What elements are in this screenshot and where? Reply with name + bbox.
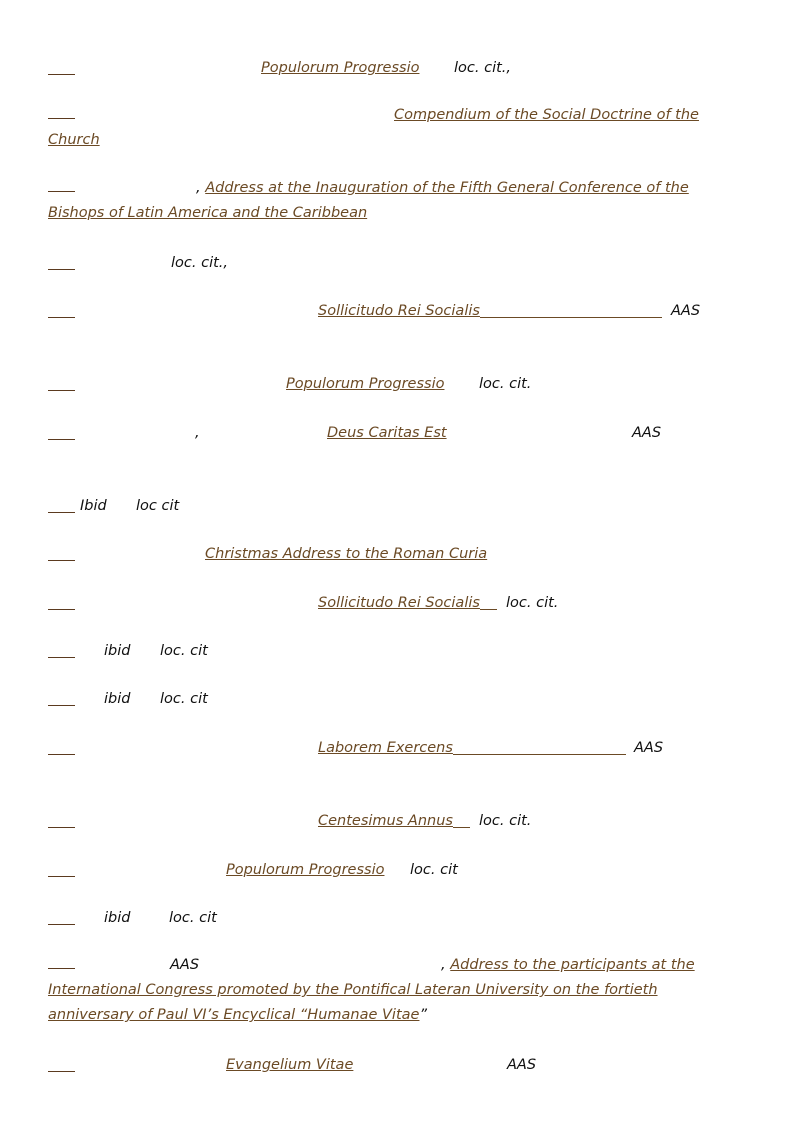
- citation-text: loc. cit: [160, 643, 208, 659]
- citation-text: AAS: [671, 303, 701, 319]
- footnote-marker: [48, 596, 75, 610]
- underline-rule: [480, 304, 662, 318]
- footnote-marker: [48, 105, 75, 119]
- document-link[interactable]: Laborem Exercens: [318, 740, 453, 756]
- underline-rule: [453, 814, 470, 828]
- document-link[interactable]: Sollicitudo Rei Socialis: [318, 303, 480, 319]
- document-link[interactable]: Christmas Address to the Roman Curia: [205, 546, 488, 562]
- citation-text: AAS: [632, 425, 662, 441]
- citation-text: ”: [419, 1007, 427, 1023]
- footnote-marker: [48, 178, 75, 192]
- footnote-marker: [48, 814, 75, 828]
- citation-text: loc. cit.,: [454, 60, 511, 76]
- footnote-3: [48, 176, 744, 226]
- citation-text: ,: [195, 425, 200, 441]
- footnote-marker: [48, 61, 75, 75]
- footnote-17: [48, 953, 744, 1028]
- document-link[interactable]: Populorum Progressio: [226, 862, 385, 878]
- citation-text: loc. cit.: [479, 813, 532, 829]
- document-link[interactable]: Address at the Inauguration of the Fifth General Conference of the Bishops of Latin America and the Caribbean: [48, 180, 689, 221]
- citation-text: loc. cit.: [479, 376, 532, 392]
- footnote-marker: [48, 741, 75, 755]
- underline-rule: [453, 741, 626, 755]
- footnote-marker: [48, 547, 75, 561]
- footnote-marker: [48, 911, 75, 925]
- citation-text: ibid: [104, 691, 131, 707]
- citation-text: loc. cit: [160, 691, 208, 707]
- citation-text: loc. cit: [169, 910, 217, 926]
- document-link[interactable]: Deus Caritas Est: [327, 425, 447, 441]
- citation-text: AAS: [170, 957, 200, 973]
- citation-text: ibid: [104, 643, 131, 659]
- citation-text: loc cit: [136, 498, 180, 514]
- citation-text: Ibid: [80, 498, 107, 514]
- footnote-marker: [48, 863, 75, 877]
- document-link[interactable]: Centesimus Annus: [318, 813, 453, 829]
- footnote-marker: [48, 426, 75, 440]
- footnote-2: [48, 103, 744, 153]
- citation-text: ,: [441, 957, 446, 973]
- footnote-marker: [48, 692, 75, 706]
- document-link[interactable]: Populorum Progressio: [286, 376, 445, 392]
- footnote-marker: [48, 256, 75, 270]
- footnote-marker: [48, 644, 75, 658]
- footnote-marker: [48, 499, 75, 513]
- document-link[interactable]: Address to the participants at the International Congress promoted by the Pontifical Lateran University on the fortieth anniversary of Paul VI’s Encyclical “Humanae Vitae: [48, 957, 695, 1023]
- citation-text: ibid: [104, 910, 131, 926]
- document-link[interactable]: Compendium of the Social Doctrine of the Church: [48, 107, 699, 148]
- citation-text: loc. cit.: [506, 595, 559, 611]
- document-link[interactable]: Evangelium Vitae: [226, 1057, 354, 1073]
- footnote-marker: [48, 955, 75, 969]
- citation-text: loc. cit.,: [171, 255, 228, 271]
- footnote-marker: [48, 377, 75, 391]
- citation-text: loc. cit: [410, 862, 458, 878]
- citation-text: ,: [196, 180, 201, 196]
- footnote-marker: [48, 1058, 75, 1072]
- underline-rule: [480, 596, 497, 610]
- document-link[interactable]: Populorum Progressio: [261, 60, 420, 76]
- document-link[interactable]: Sollicitudo Rei Socialis: [318, 595, 480, 611]
- footnote-marker: [48, 304, 75, 318]
- citation-text: AAS: [634, 740, 664, 756]
- citation-text: AAS: [507, 1057, 537, 1073]
